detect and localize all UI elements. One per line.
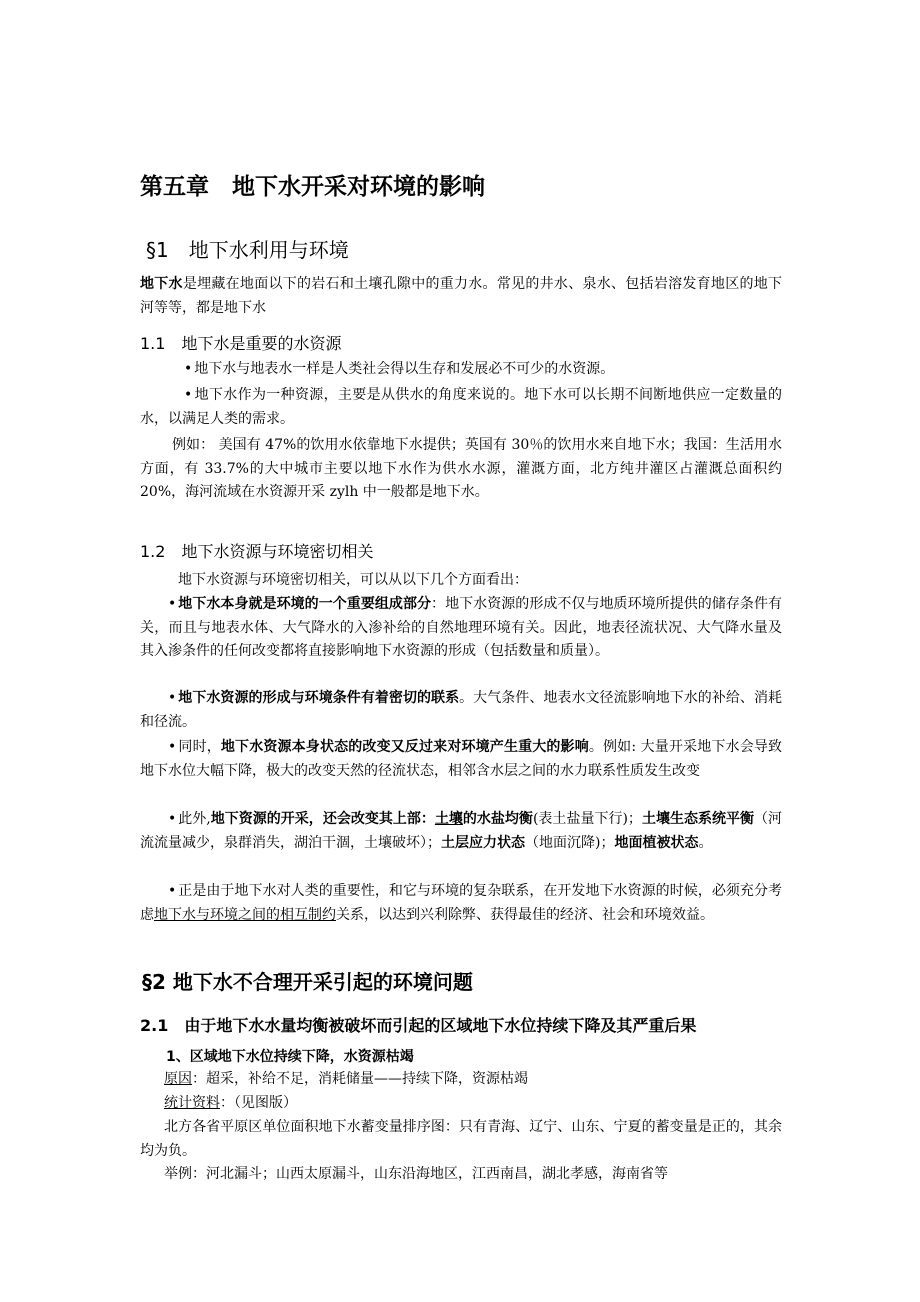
sub1-bullet1: • 地下水与地表水一样是人类社会得以生存和发展必不可少的水资源。 bbox=[140, 358, 782, 382]
bullet-icon bbox=[154, 690, 178, 706]
bullet-icon bbox=[154, 596, 178, 612]
chapter-title: 第五章 地下水开采对环境的影响 bbox=[140, 174, 485, 200]
section2-title: §2 地下水不合理开采引起的环境问题 bbox=[142, 970, 473, 994]
item-1-title: 1、区域地下水位持续下降，水资源枯竭 bbox=[166, 1049, 414, 1065]
sub1-example: 例如： 美国有 47%的饮用水依靠地下水提供；英国有 30％的饮用水来自地下水；我国：生活用水方面，有 33.7%的大中城市主要以地下水作为供水水源，灌溉方面，北方纯井灌区占灌溉总面积约 20%，海河流域在水资源开采 zylh 中一般都是地下水。 bbox=[140, 437, 782, 500]
sub2-bullet5: • 正是由于地下水对人类的重要性，和它与环境的复杂联系，在开发地下水资源的时候，必须充分考虑地下水与环境之间的相互制约关系，以达到兴利除弊、获得最佳的经济、社会和环境效益。 bbox=[140, 880, 782, 927]
north-provinces-text: 北方各省平原区单位面积地下水蓄变量排序图：只有青海、辽宁、山东、宁夏的蓄变量是正的，其余均为负。 bbox=[140, 1119, 782, 1159]
bullet-icon bbox=[154, 883, 178, 899]
bullet-icon bbox=[162, 387, 194, 403]
examples-text: 举例：河北漏斗；山西太原漏斗，山东沿海地区，江西南昌，湖北孝感，海南省等 bbox=[164, 1166, 668, 1182]
bullet-icon bbox=[162, 361, 194, 377]
subsection-1-2-title: 1.2 地下水资源与环境密切相关 bbox=[140, 542, 374, 561]
stats-line: 统计资料：（见图版） bbox=[164, 1095, 297, 1111]
sub1-bullet2: • 地下水作为一种资源，主要是从供水的角度来说的。地下水可以长期不间断地供应一定数量的水，以满足人类的需求。 bbox=[140, 384, 782, 431]
intro-text: 是埋藏在地面以下的岩石和土壤孔隙中的重力水。常见的井水、泉水、包括岩溶发育地区的地下河等等，都是地下水 bbox=[140, 276, 783, 316]
sub2-bullet2: • 地下水资源的形成与环境条件有着密切的联系。大气条件、地表水文径流影响地下水的补给、消耗和径流。 bbox=[140, 687, 782, 734]
bullet-icon bbox=[154, 811, 178, 827]
sub2-bullet3: • 同时，地下水资源本身状态的改变又反过来对环境产生重大的影响。例如: 大量开采地下水会导致地下水位大幅下降，极大的改变天然的径流状态，相邻含水层之间的水力联系性质发生改变 bbox=[140, 736, 782, 783]
sub2-bullet4: • 此外,地下资源的开采，还会改变其上部：土壤的水盐均衡(表土盐量下行)；土壤生态系统平衡（河流流量减少，泉群消失，湖泊干涸，土壤破坏）；土层应力状态（地面沉降)；地面植被状态。 bbox=[140, 808, 782, 855]
section1-title: §1 地下水利用与环境 bbox=[146, 238, 349, 262]
subsection-1-1-title: 1.1 地下水是重要的水资源 bbox=[140, 334, 342, 353]
intro-term: 地下水 bbox=[140, 276, 183, 292]
sub2-lead: 地下水资源与环境密切相关，可以从以下几个方面看出： bbox=[178, 572, 528, 588]
subsection-2-1-title: 2.1 由于地下水水量均衡被破坏而引起的区域地下水位持续下降及其严重后果 bbox=[140, 1016, 697, 1035]
bullet-icon bbox=[154, 739, 178, 755]
cause-line: 原因：超采，补给不足，消耗储量——持续下降，资源枯竭 bbox=[164, 1071, 528, 1087]
section1-intro bbox=[140, 273, 782, 320]
sub2-bullet1: • 地下水本身就是环境的一个重要组成部分：地下水资源的形成不仅与地质环境所提供的储存条件有关，而且与地表水体、大气降水的入渗补给的自然地理环境有关。因此，地表径流状况、大气降水量及其入渗条件的任何改变都将直接影响地下水资源的形成（包括数量和质量）。 bbox=[140, 593, 782, 664]
